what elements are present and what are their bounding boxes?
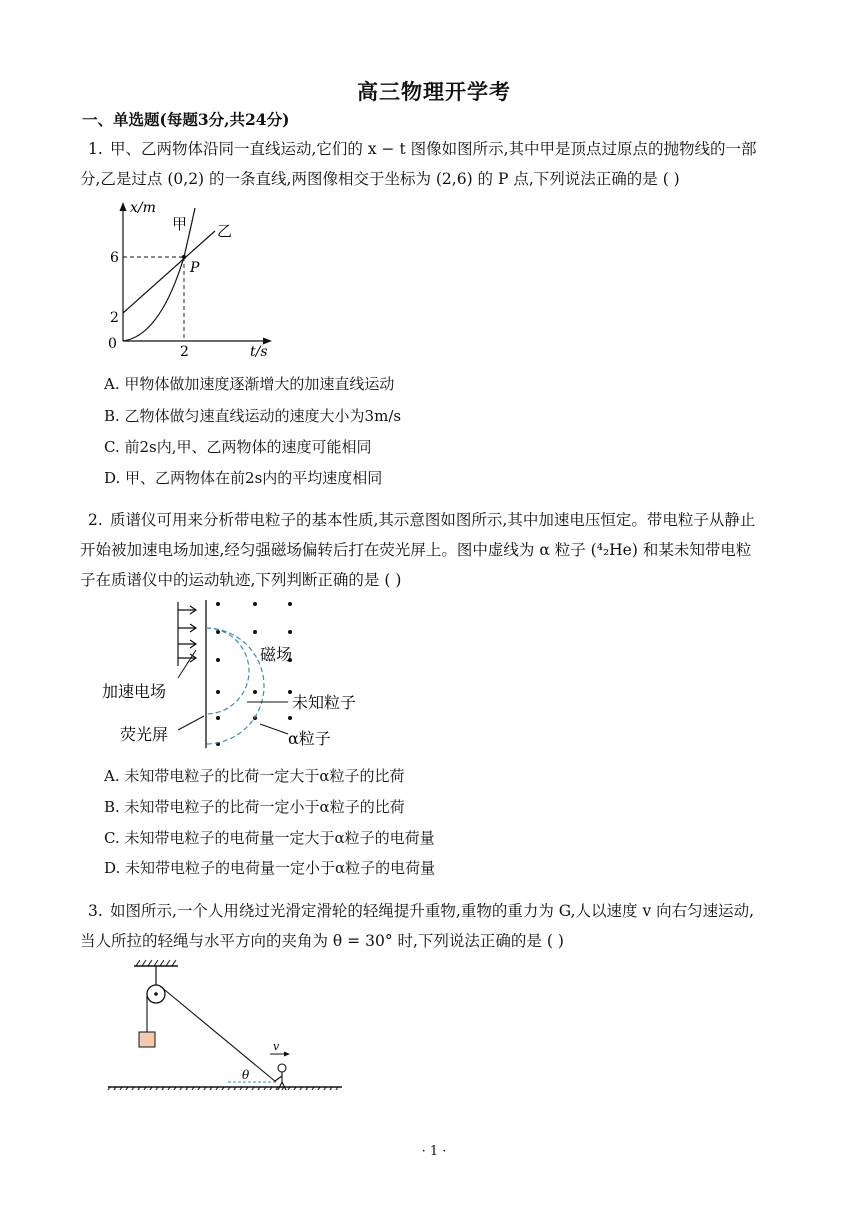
label-accel-field: 加速电场 [102, 682, 167, 701]
person-figure [275, 1064, 288, 1090]
q2-option-a: A. 未知带电粒子的比荷一定大于α粒子的比荷 [104, 767, 405, 785]
unknown-particle-path [206, 628, 249, 714]
question-2-line-2: 开始被加速电场加速,经匀强磁场偏转后打在荧光屏上。图中虚线为 α 粒子 (⁴₂He) 和某未知带电粒 [80, 541, 752, 559]
question-3-line-2: 当人所拉的轻绳与水平方向的夹角为 θ = 30° 时,下列说法正确的是 ( ) [80, 932, 564, 950]
label-magnetic-field: 磁场 [260, 645, 293, 664]
point-p-marker [182, 255, 186, 259]
question-1-number: 1. [88, 140, 103, 158]
velocity-label: v [273, 1040, 280, 1053]
tick-label-y6: 6 [110, 250, 119, 266]
angle-label: θ [242, 1068, 250, 1082]
accel-field-arrows [178, 602, 196, 666]
question-2 [80, 505, 796, 595]
question-2-line-1: 2. 质谱仪可用来分析带电粒子的基本性质,其示意图如图所示,其中加速电压恒定。带电粒子从静止 [88, 505, 796, 535]
point-label-p: P [190, 260, 200, 276]
question-3-number: 3. [88, 902, 103, 920]
alpha-particle-path [206, 628, 264, 744]
pulley-figure [100, 958, 350, 1090]
x-axis-label: t/s [250, 344, 268, 360]
line-label-yi: 乙 [217, 222, 233, 240]
q1-option-b: B. 乙物体做匀速直线运动的速度大小为3m/s [104, 407, 402, 425]
label-unknown-particle: 未知粒子 [292, 693, 357, 712]
weight-block [139, 1032, 155, 1047]
q2-option-b: B. 未知带电粒子的比荷一定小于α粒子的比荷 [104, 798, 405, 816]
question-3-line-1: 3. 如图所示,一个人用绕过光滑定滑轮的轻绳提升重物,重物的重力为 G,人以速度 v 向右匀速运动, [88, 896, 796, 926]
y-axis-label: x/m [130, 200, 156, 216]
y-axis-arrow [120, 202, 127, 211]
q1-option-a: A. 甲物体做加速度逐渐增大的加速直线运动 [104, 375, 395, 393]
label-alpha-particle: α粒子 [288, 729, 331, 748]
question-3 [80, 896, 796, 956]
q2-option-c: C. 未知带电粒子的电荷量一定大于α粒子的电荷量 [104, 829, 435, 847]
q1-option-c: C. 前2s内,甲、乙两物体的速度可能相同 [104, 438, 372, 456]
rope-diagonal [160, 986, 276, 1082]
ceiling-hatch [136, 960, 176, 966]
leader-alpha [260, 724, 288, 734]
line-yi [123, 231, 215, 313]
page-number: · 1 · [421, 1144, 447, 1159]
leader-screen [178, 716, 204, 730]
q1-option-d: D. 甲、乙两物体在前2s内的平均速度相同 [104, 469, 383, 487]
xt-graph-figure [100, 196, 280, 361]
section-heading: 一、单选题(每题3分,共24分) [82, 110, 290, 129]
tick-label-y2: 2 [110, 310, 119, 326]
page-title: 高三物理开学考 [357, 79, 511, 104]
leader-accel [178, 650, 196, 678]
magnetic-field-dots [216, 602, 292, 746]
origin-label: 0 [108, 336, 117, 352]
question-1-line-2: 分,乙是过点 (0,2) 的一条直线,两图像相交于坐标为 (2,6) 的 P 点,下列说法正确的是 ( ) [80, 170, 680, 188]
question-2-line-3: 子在质谱仪中的运动轨迹,下列判断正确的是 ( ) [80, 571, 402, 589]
question-2-number: 2. [88, 511, 103, 529]
mass-spectrometer-figure [100, 598, 380, 756]
tick-label-x2: 2 [180, 344, 189, 360]
curve-label-jia: 甲 [172, 215, 188, 233]
velocity-arrowhead [284, 1052, 290, 1057]
pulley-axle [154, 992, 158, 996]
label-screen: 荧光屏 [120, 725, 169, 744]
question-1-line-1: 1. 甲、乙两物体沿同一直线运动,它们的 x − t 图像如图所示,其中甲是顶点过原点的抛物线的一部 [88, 134, 796, 164]
q2-option-d: D. 未知带电粒子的电荷量一定小于α粒子的电荷量 [104, 859, 436, 877]
question-1 [80, 134, 796, 194]
